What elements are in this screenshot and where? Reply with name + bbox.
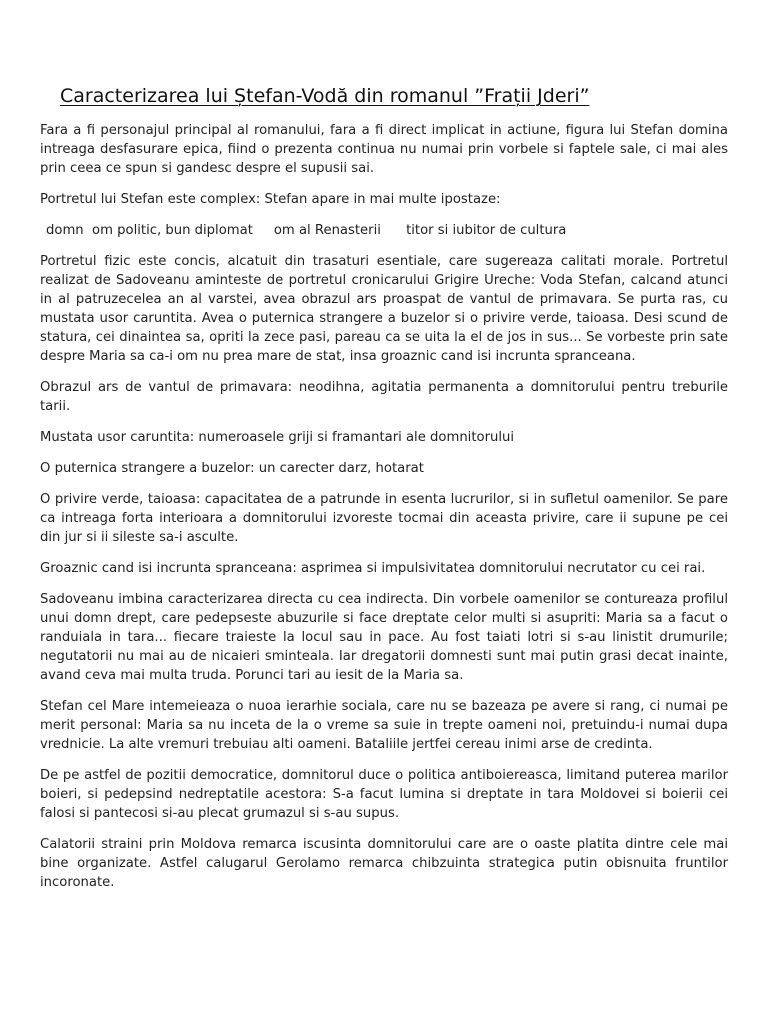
paragraph-mustache: Mustata usor caruntita: numeroasele griji si framantari ale domnitorului	[40, 430, 515, 445]
document-page	[40, 82, 728, 904]
paragraph-frown: Groaznic cand isi incrunta spranceana: asprimea si impulsivitatea domnitorului necrutator cu cei rai.	[40, 561, 706, 576]
roles-line: domn om politic, bun diplomat om al Renasterii titor si iubitor de cultura	[46, 223, 567, 238]
paragraph-face: Obrazul ars de vantul de primavara: neodihna, agitatia permanenta a domnitorului pentru treburile tarii.	[40, 380, 728, 414]
paragraph-intro: Fara a fi personajul principal al romanului, fara a fi direct implicat in actiune, figura lui Stefan domina intreaga desfasurare epica, fiind o prezenta continua nu numai prin vorbele si faptele sale, ci mai ales prin ceea ce spun si gandesc despre el supusii sai.	[40, 123, 728, 176]
paragraph-portrait-complex: Portretul lui Stefan este complex: Stefan apare in mai multe ipostaze:	[40, 192, 501, 207]
paragraph-physical-portrait: Portretul fizic este concis, alcatuit din trasaturi esentiale, care sugereaza calitati morale. Portretul realizat de Sadoveanu aminteste de portretul cronicarului Grigire Ureche: Voda Stefan, calcand atunci in al patruzecelea an al varstei, avea obrazul ars proaspat de vantul de primavara. Se purta ras, cu mustata usor caruntita. Avea o puternica strangere a buzelor si o privire verde, taioasa. Desi scund de statura, cei dinaintea sa, opriti la zece pasi, pareau ca se uita la el de jos in sus... Se vorbeste prin sate despre Maria sa ca-i om nu prea mare de stat, insa groaznic cand isi incrunta spranceana.	[40, 254, 728, 364]
paragraph-politics: De pe astfel de pozitii democratice, domnitorul duce o politica antiboiereasca, limitand puterea marilor boieri, si pedepsind nedreptatile acestora: S-a facut lumina si dreptate in tara Moldovei si boierii cei falosi si pantecosi si-au plecat grumazul si s-au supus.	[40, 768, 728, 821]
paragraph-characterization: Sadoveanu imbina caracterizarea directa cu cea indirecta. Din vorbele oamenilor se contureaza profilul unui domn drept, care pedepseste abuzurile si face dreptate celor multi si asupriti: Maria sa a facut o randuiala in tara... fiecare traieste la locul sau in pace. Au fost taiati lotri si s-au linistit drumurile; negutatorii nu mai au de nicaieri sminteala. Iar dregatorii domnesti sunt mai putin grasi decat inainte, avand ceva mai multa truda. Porunci tari au iesit de la Maria sa.	[40, 592, 728, 683]
document-title: Caracterizarea lui Ștefan-Vodă din romanul ”Frații Jderi”	[60, 85, 590, 107]
paragraph-travelers: Calatorii straini prin Moldova remarca iscusinta domnitorului care are o oaste platita dintre cele mai bine organizate. Astfel calugarul Gerolamo remarca chibzuinta strategica putin obisnuita fruntilor incoronate.	[40, 837, 728, 890]
paragraph-hierarchy: Stefan cel Mare intemeieaza o nuoa ierarhie sociala, care nu se bazeaza pe avere si rang, ci numai pe merit personal: Maria sa nu inceta de la o vreme sa suie in trepte oameni noi, pretuindu-i numai dupa vrednicie. La alte vremuri trebuiau alti oameni. Bataliile jertfei cereau inimi arse de credinta.	[40, 699, 728, 752]
paragraph-gaze: O privire verde, taioasa: capacitatea de a patrunde in esenta lucrurilor, si in sufletul oamenilor. Se pare ca intreaga forta interioara a domnitorului izvoreste tocmai din aceasta privire, care ii supune pe cei din jur si ii sileste sa-i asculte.	[40, 492, 728, 545]
paragraph-lips: O puternica strangere a buzelor: un carecter darz, hotarat	[40, 461, 424, 476]
